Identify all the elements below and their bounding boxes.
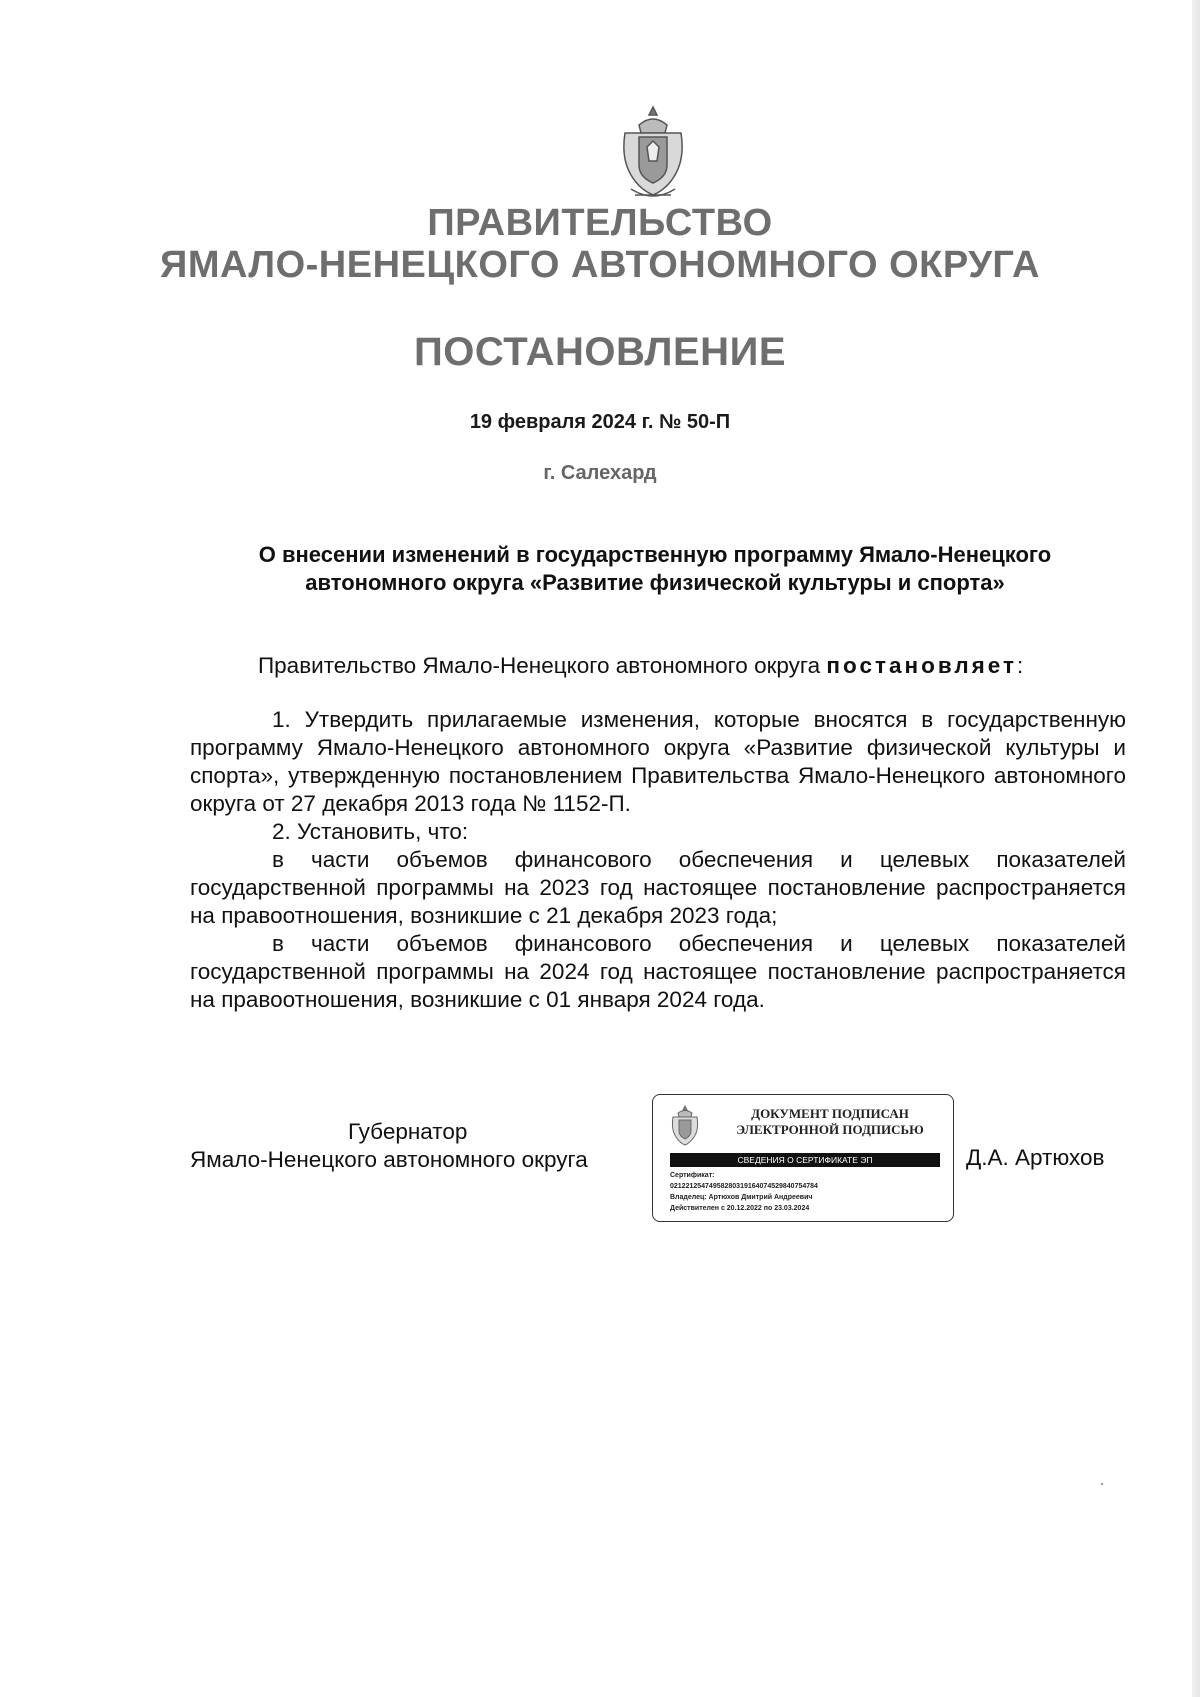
intro-text: Правительство Ямало-Ненецкого автономного округа [258, 653, 827, 678]
stamp-owner: Владелец: Артюхов Дмитрий Андреевич [670, 1194, 813, 1201]
document-subject: О внесении изменений в государственную программу Ямало-Ненецкого автономного округа «Развитие физической культуры и спорта» [258, 542, 1052, 595]
stamp-cert-number: 0212212547495828031916407452984075478​4 [670, 1183, 818, 1190]
stamp-cert-label: Сертификат: [670, 1172, 715, 1179]
paragraph-4: в части объемов финансового обеспечения и целевых показателей государственной программы на 2024 год настоящее постановление распространяется на правоотношения, возникшие с 01 января 2024 года. [190, 931, 1126, 1012]
signatory-name: Д.А. Артюхов [966, 1145, 1105, 1170]
org-title-line1: ПРАВИТЕЛЬСТВО [427, 202, 773, 244]
document-date-number: 19 февраля 2024 г. № 50-П [469, 411, 731, 433]
intro-end: : [1017, 653, 1024, 678]
scan-speck [1101, 1483, 1103, 1485]
stamp-certificate-bar: СВЕДЕНИЯ О СЕРТИФИКАТЕ ЭП [670, 1153, 940, 1167]
stamp-title [715, 1106, 945, 1138]
stamp-certificate-details [670, 1170, 945, 1214]
signatory-position [190, 1118, 640, 1174]
electronic-signature-stamp [652, 1094, 954, 1222]
signatory-position-line1: Губернатор [348, 1119, 468, 1144]
stamp-valid: Действителен с 20.12.2022 по 23.03.2024 [670, 1205, 810, 1212]
org-title-line2: ЯМАЛО-НЕНЕЦКОГО АВТОНОМНОГО ОКРУГА [160, 244, 1040, 286]
body-paragraphs [190, 706, 1126, 1014]
stamp-title-line2: ЭЛЕКТРОННОЙ ПОДПИСЬЮ [736, 1122, 924, 1137]
paragraph-1: 1. Утвердить прилагаемые изменения, которые вносятся в государственную программу Ямало-Ненецкого автономного округа «Развитие физической культуры и спорта», утвержденную постановлением Правительства Ямало-Ненецкого автономного округа от 27 декабря 2013 года № 1152-П. [190, 707, 1126, 816]
paragraph-2: 2. Установить, что: [272, 819, 469, 844]
stamp-emblem-icon [670, 1104, 700, 1148]
coat-of-arms-icon [617, 103, 689, 203]
signatory-position-line2: Ямало-Ненецкого автономного округа [190, 1147, 588, 1172]
document-type: ПОСТАНОВЛЕНИЕ [413, 330, 786, 374]
document-city: г. Салехард [543, 462, 657, 484]
intro-paragraph [190, 652, 1126, 680]
paragraph-3: в части объемов финансового обеспечения и целевых показателей государственной программы на 2023 год настоящее постановление распространяется на правоотношения, возникшие с 21 декабря 2023 года; [190, 847, 1126, 928]
intro-verb: постановляет [826, 653, 1018, 678]
stamp-title-line1: ДОКУМЕНТ ПОДПИСАН [751, 1106, 909, 1121]
